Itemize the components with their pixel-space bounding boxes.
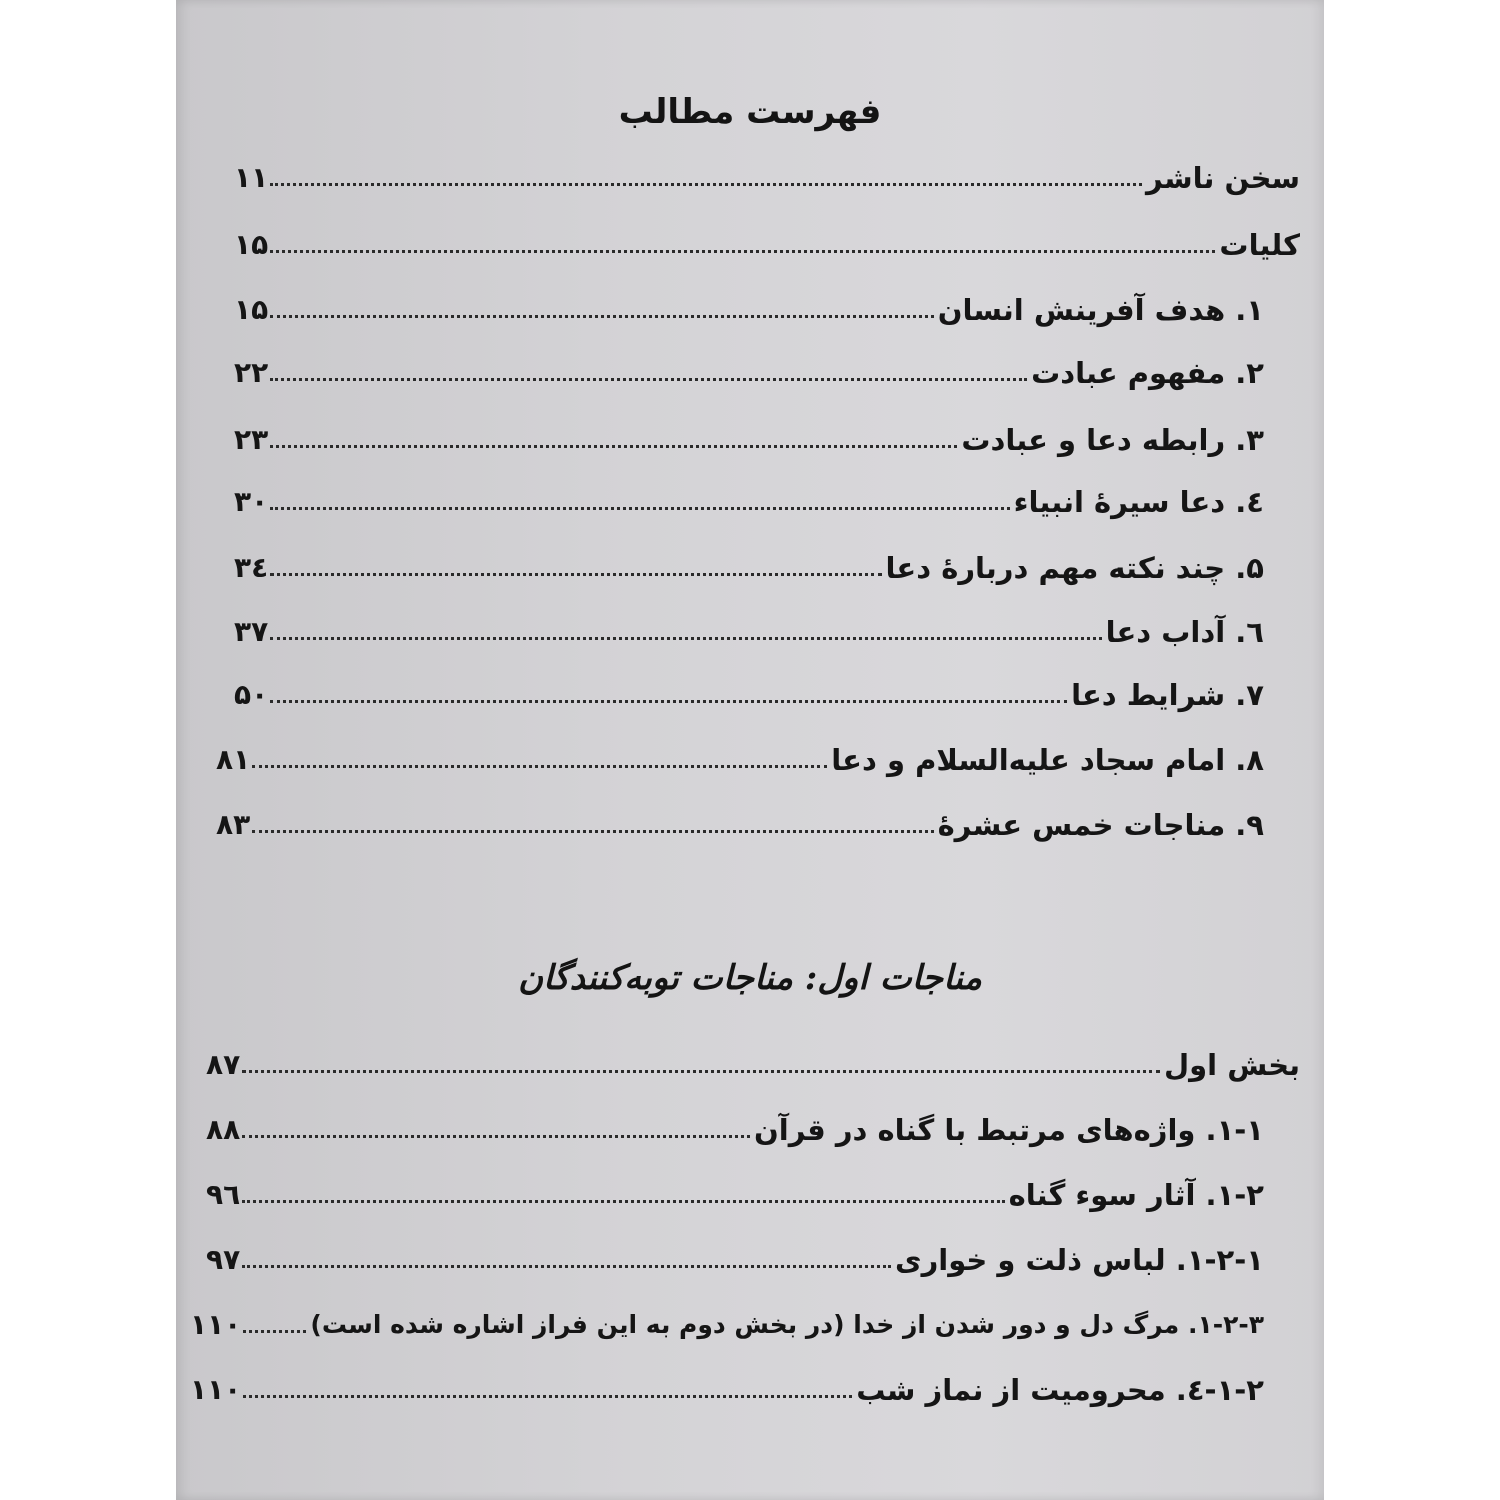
dot-leader [270, 183, 1142, 186]
entry-label: ۱-۲. آثار سوء گناه [1008, 1178, 1264, 1212]
entry-label: بخش اول [1163, 1048, 1300, 1082]
entry-page: ۱۵ [234, 293, 269, 326]
entry-label: ٤. دعا سیرهٔ انبیاء [1013, 485, 1264, 519]
toc-entry [190, 1370, 1264, 1410]
entry-label: ۹. مناجات خمس عشرهٔ [937, 808, 1264, 842]
toc-entry [234, 353, 1264, 393]
toc-entry [234, 158, 1300, 198]
entry-page: ۱۱۰ [190, 1373, 242, 1406]
toc-entry [206, 1045, 1300, 1085]
entry-page: ۳٤ [234, 551, 269, 584]
dot-leader [270, 637, 1101, 640]
entry-page: ۳۷ [234, 615, 269, 648]
toc-entry [234, 420, 1264, 460]
entry-label: ۸. امام سجاد علیه‌السلام و دعا [831, 743, 1264, 777]
entry-page: ۱۵ [234, 228, 269, 261]
entry-label: کلیات [1219, 228, 1300, 262]
toc-entry [234, 225, 1300, 265]
toc-entry [234, 612, 1264, 652]
entry-page: ۲۳ [234, 423, 269, 456]
dot-leader [243, 1395, 852, 1398]
toc-entry [216, 740, 1264, 780]
entry-page: ۲۲ [234, 356, 269, 389]
entry-page: ۸۷ [206, 1048, 241, 1081]
toc-entry [206, 1240, 1264, 1280]
entry-page: ۹۷ [206, 1243, 241, 1276]
dot-leader [242, 1070, 1160, 1073]
entry-page: ۸۸ [206, 1113, 241, 1146]
toc-entry [216, 805, 1264, 845]
entry-page: ۸۳ [216, 808, 251, 841]
dot-leader [270, 573, 881, 576]
entry-page: ۱۱ [234, 161, 269, 194]
entry-page: ۸۱ [216, 743, 251, 776]
entry-label: ۱-۲-۳. مرگ دل و دور شدن از خدا (در بخش دوم به این فراز اشاره شده است) [310, 1310, 1264, 1339]
dot-leader [270, 250, 1215, 253]
entry-label: ٦. آداب دعا [1105, 615, 1264, 649]
dot-leader [242, 1200, 1004, 1203]
dot-leader [242, 1265, 891, 1268]
dot-leader [270, 700, 1067, 703]
dot-leader [252, 765, 827, 768]
dot-leader [252, 830, 933, 833]
entry-page: ۳۰ [234, 485, 269, 518]
toc-entry [234, 482, 1264, 522]
book-page [176, 0, 1324, 1500]
dot-leader [243, 1330, 306, 1333]
dot-leader [270, 378, 1027, 381]
entry-label: ۷. شرایط دعا [1071, 678, 1264, 712]
entry-label: ۱-۱. واژه‌های مرتبط با گناه در قرآن [754, 1113, 1264, 1147]
toc-entry [234, 290, 1264, 330]
toc-entry [206, 1110, 1264, 1150]
entry-label: ۱. هدف آفرینش انسان [937, 293, 1264, 327]
toc-entry [190, 1305, 1264, 1345]
entry-label: سخن ناشر [1146, 161, 1300, 195]
entry-page: ۵۰ [234, 678, 269, 711]
dot-leader [270, 445, 957, 448]
section-title: مناجات اول: مناجات توبه‌کنندگان [518, 958, 982, 998]
entry-label: ۳. رابطه دعا و عبادت [961, 423, 1264, 457]
toc-entry [234, 548, 1264, 588]
entry-page: ۱۱۰ [190, 1308, 242, 1341]
dot-leader [270, 507, 1009, 510]
entry-page: ۹٦ [206, 1178, 241, 1211]
dot-leader [270, 315, 934, 318]
toc-entry [206, 1175, 1264, 1215]
page-title: فهرست مطالب [618, 92, 882, 132]
entry-label: ۵. چند نکته مهم دربارهٔ دعا [885, 551, 1264, 585]
entry-label: ۲. مفهوم عبادت [1031, 356, 1264, 390]
dot-leader [242, 1135, 750, 1138]
entry-label: ۱-۲-٤. محرومیت از نماز شب [856, 1373, 1264, 1407]
toc-entry [234, 675, 1264, 715]
entry-label: ۱-۲-۱. لباس ذلت و خواری [894, 1243, 1264, 1277]
